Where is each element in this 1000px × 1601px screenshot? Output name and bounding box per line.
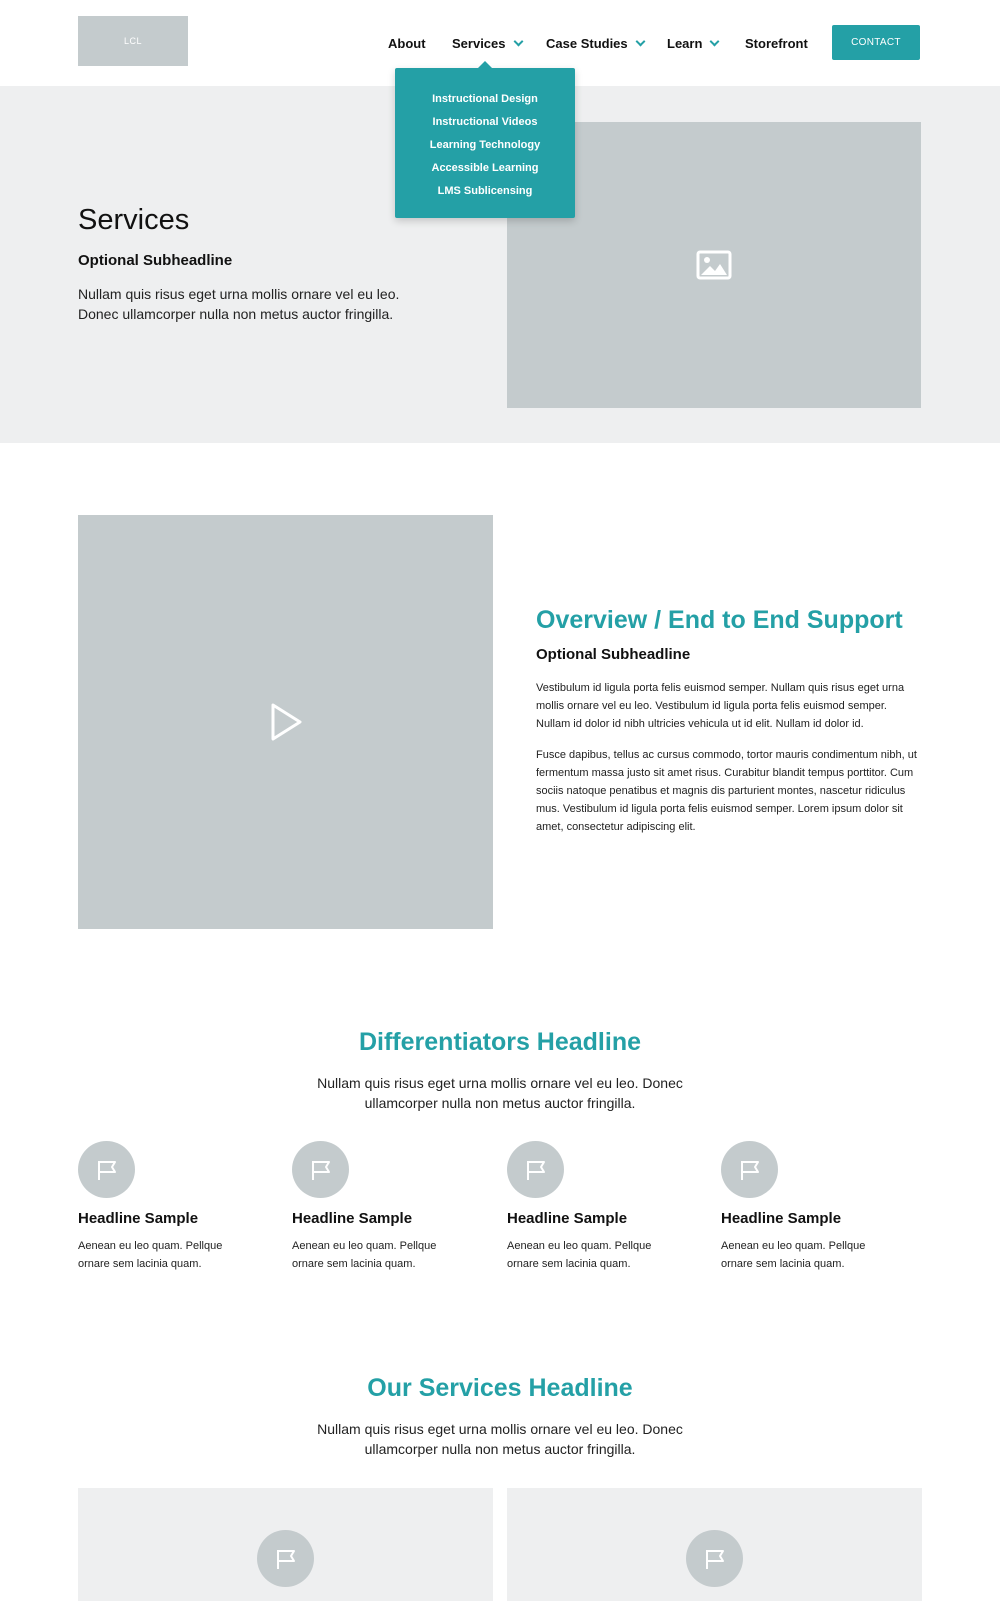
overview-subheadline: Optional Subheadline xyxy=(536,646,691,663)
feature-item xyxy=(292,1141,492,1273)
feature-icon-circle xyxy=(721,1141,778,1198)
overview-title: Overview / End to End Support xyxy=(536,606,903,634)
contact-button[interactable]: CONTACT xyxy=(832,25,920,60)
service-card[interactable] xyxy=(78,1488,493,1601)
dropdown-item-instructional-videos[interactable]: Instructional Videos xyxy=(432,116,538,128)
feature-text: Aenean eu leo quam. Pellque ornare sem lacinia quam. xyxy=(292,1240,437,1270)
service-card[interactable] xyxy=(507,1488,922,1601)
flag-icon xyxy=(738,1158,762,1182)
services-dropdown xyxy=(395,68,575,218)
video-placeholder[interactable] xyxy=(78,515,493,929)
nav-case-studies-label: Case Studies xyxy=(546,35,628,51)
feature-text: Aenean eu leo quam. Pellque ornare sem lacinia quam. xyxy=(721,1240,866,1270)
feature-headline: Headline Sample xyxy=(78,1210,199,1227)
feature-text: Aenean eu leo quam. Pellque ornare sem lacinia quam. xyxy=(78,1240,223,1270)
chevron-down-icon xyxy=(710,36,720,46)
dropdown-item-lms-sublicensing[interactable]: LMS Sublicensing xyxy=(437,185,533,197)
image-icon xyxy=(696,250,732,280)
differentiators-text: Nullam quis risus eget urna mollis ornare vel eu leo. Donec ullamcorper nulla non metus auctor fringilla. xyxy=(317,1075,683,1111)
feature-item xyxy=(78,1141,278,1273)
nav-storefront[interactable] xyxy=(745,36,808,51)
dropdown-item-instructional-design[interactable]: Instructional Design xyxy=(432,93,538,105)
our-services-text: Nullam quis risus eget urna mollis ornare vel eu leo. Donec ullamcorper nulla non metus auctor fringilla. xyxy=(317,1421,683,1457)
flag-icon xyxy=(524,1158,548,1182)
feature-icon-circle xyxy=(292,1141,349,1198)
flag-icon xyxy=(274,1547,298,1571)
nav-learn[interactable] xyxy=(667,36,718,51)
feature-icon-circle xyxy=(78,1141,135,1198)
differentiators-title: Differentiators Headline xyxy=(358,1028,641,1056)
feature-text: Aenean eu leo quam. Pellque ornare sem lacinia quam. xyxy=(507,1240,652,1270)
flag-icon xyxy=(309,1158,333,1182)
page-title: Services xyxy=(78,204,190,236)
nav-services-label: Services xyxy=(452,35,506,51)
overview-paragraph-2: Fusce dapibus, tellus ac cursus commodo, tortor mauris condimentum nibh, ut fermentum massa justo sit amet risus. Curabitur blandit tempus porttitor. Cum sociis natoque penatibus et magnis dis parturient montes, nascetur ridiculus mus. Vestibulum id ligula porta felis euismod semper. Lorem ipsum dolor sit amet, consectetur adipiscing elit. xyxy=(536,749,917,833)
our-services-title: Our Services Headline xyxy=(367,1374,633,1402)
service-icon-circle xyxy=(257,1530,314,1587)
feature-icon-circle xyxy=(507,1141,564,1198)
nav-case-studies[interactable] xyxy=(546,36,644,51)
hero-text: Nullam quis risus eget urna mollis ornare vel eu leo. Donec ullamcorper nulla non metus auctor fringilla. xyxy=(78,286,400,322)
nav-storefront-label: Storefront xyxy=(745,35,808,51)
hero-subheadline: Optional Subheadline xyxy=(78,252,233,269)
nav-services[interactable] xyxy=(452,36,522,51)
chevron-down-icon xyxy=(635,36,645,46)
feature-headline: Headline Sample xyxy=(721,1210,842,1227)
logo[interactable]: LCL xyxy=(78,16,188,66)
nav-learn-label: Learn xyxy=(667,35,703,51)
dropdown-item-accessible-learning[interactable]: Accessible Learning xyxy=(431,162,539,174)
flag-icon xyxy=(703,1547,727,1571)
feature-item xyxy=(721,1141,921,1273)
overview-paragraph-1: Vestibulum id ligula porta felis euismod semper. Nullam quis risus eget urna mollis ornare vel eu leo. Vestibulum id ligula porta felis euismod semper. Nullam id dolor id nibh ultricies vehicula ut id elit. Nullam id dolor id. xyxy=(536,682,905,730)
feature-item xyxy=(507,1141,707,1273)
feature-headline: Headline Sample xyxy=(292,1210,413,1227)
service-icon-circle xyxy=(686,1530,743,1587)
nav-about-label: About xyxy=(388,35,426,51)
nav-about[interactable] xyxy=(388,36,426,51)
dropdown-item-learning-technology[interactable]: Learning Technology xyxy=(429,139,541,151)
play-icon xyxy=(269,702,303,742)
flag-icon xyxy=(95,1158,119,1182)
chevron-down-icon xyxy=(513,36,523,46)
feature-headline: Headline Sample xyxy=(507,1210,628,1227)
